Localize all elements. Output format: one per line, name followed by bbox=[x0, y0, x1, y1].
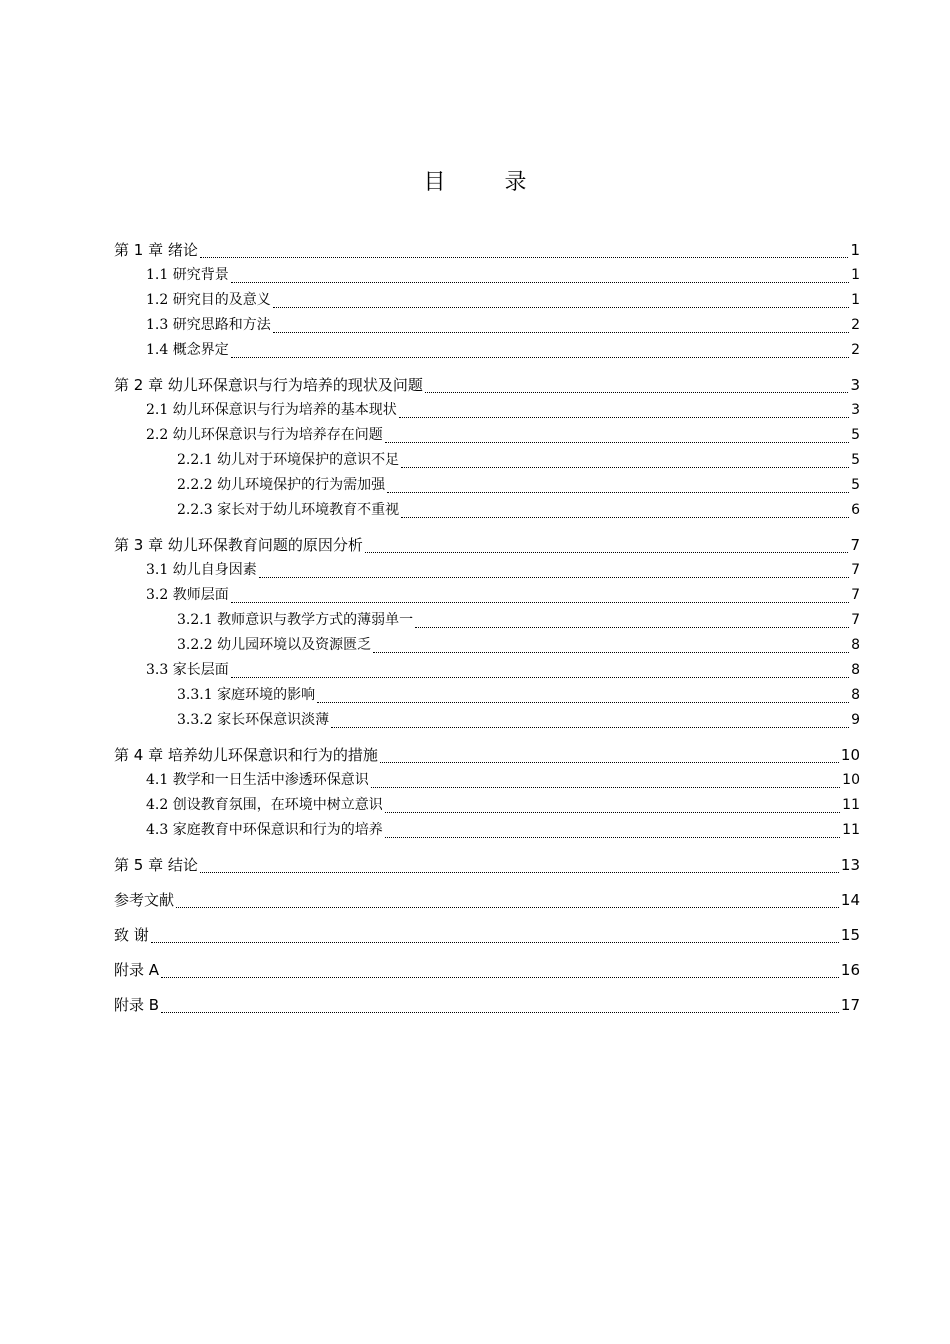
toc-entry[interactable] bbox=[114, 743, 860, 768]
toc-entry[interactable] bbox=[114, 398, 860, 423]
toc-entry-label: 第 1 章 绪论 bbox=[114, 241, 198, 259]
toc-dot-leader bbox=[176, 907, 839, 908]
toc-entry-label: 3.3.1 家庭环境的影响 bbox=[177, 687, 316, 703]
toc-entry[interactable] bbox=[114, 658, 860, 683]
toc-entry[interactable] bbox=[114, 423, 860, 448]
toc-entry[interactable] bbox=[114, 768, 860, 793]
toc-entry-page-number: 2 bbox=[851, 317, 860, 333]
toc-entry-page-number: 1 bbox=[850, 241, 860, 259]
toc-entry-page-number: 7 bbox=[851, 612, 860, 628]
toc-entry[interactable] bbox=[114, 533, 860, 558]
toc-entry-page-number: 1 bbox=[851, 292, 860, 308]
toc-entry-label: 附录 B bbox=[114, 996, 160, 1014]
toc-entry[interactable] bbox=[114, 633, 860, 658]
toc-entry[interactable] bbox=[114, 338, 860, 363]
toc-entry-label: 第 3 章 幼儿环保教育问题的原因分析 bbox=[114, 536, 363, 554]
toc-entry[interactable] bbox=[114, 448, 860, 473]
toc-entry-page-number: 3 bbox=[850, 376, 860, 394]
toc-entry-label: 第 5 章 结论 bbox=[114, 856, 198, 874]
toc-entry-page-number: 9 bbox=[851, 712, 860, 728]
toc-entry[interactable] bbox=[114, 818, 860, 843]
toc-entry-label: 1.4 概念界定 bbox=[146, 342, 229, 358]
toc-entry[interactable] bbox=[114, 373, 860, 398]
toc-dot-leader bbox=[231, 602, 849, 603]
toc-entry-page-number: 11 bbox=[842, 822, 860, 838]
toc-entry-page-number: 5 bbox=[851, 452, 860, 468]
toc-dot-leader bbox=[200, 257, 849, 258]
toc-entry-label: 2.1 幼儿环保意识与行为培养的基本现状 bbox=[146, 402, 397, 418]
toc-entry[interactable] bbox=[114, 313, 860, 338]
toc-entry-label: 1.1 研究背景 bbox=[146, 267, 229, 283]
toc-dot-leader bbox=[371, 787, 840, 788]
toc-entry-page-number: 5 bbox=[851, 427, 860, 443]
toc-entry-label: 4.1 教学和一日生活中渗透环保意识 bbox=[146, 772, 369, 788]
toc-entry-page-number: 5 bbox=[851, 477, 860, 493]
toc-entry-page-number: 17 bbox=[840, 996, 860, 1014]
toc-entry-label: 3.1 幼儿自身因素 bbox=[146, 562, 257, 578]
toc-entry-label: 3.3 家长层面 bbox=[146, 662, 229, 678]
toc-entry-label: 2.2 幼儿环保意识与行为培养存在问题 bbox=[146, 427, 383, 443]
toc-dot-leader bbox=[365, 552, 849, 553]
toc-dot-leader bbox=[399, 417, 849, 418]
toc-entry[interactable] bbox=[114, 853, 860, 878]
toc-entry-label: 第 4 章 培养幼儿环保意识和行为的措施 bbox=[114, 746, 378, 764]
toc-entry[interactable] bbox=[114, 923, 860, 948]
toc-entry-page-number: 16 bbox=[840, 961, 860, 979]
toc-dot-leader bbox=[231, 282, 849, 283]
toc-dot-leader bbox=[259, 577, 849, 578]
toc-entry[interactable] bbox=[114, 958, 860, 983]
toc-entry[interactable] bbox=[114, 793, 860, 818]
toc-dot-leader bbox=[200, 872, 839, 873]
toc-entry-page-number: 3 bbox=[851, 402, 860, 418]
toc-entry-label: 2.2.2 幼儿环境保护的行为需加强 bbox=[177, 477, 386, 493]
toc-entry-label: 3.3.2 家长环保意识淡薄 bbox=[177, 712, 330, 728]
toc-entry-label: 1.2 研究目的及意义 bbox=[146, 292, 271, 308]
toc-dot-leader bbox=[401, 467, 849, 468]
toc-entry-page-number: 7 bbox=[851, 562, 860, 578]
toc-dot-leader bbox=[380, 762, 839, 763]
toc-entry-page-number: 15 bbox=[840, 926, 860, 944]
toc-dot-leader bbox=[425, 392, 849, 393]
toc-dot-leader bbox=[401, 517, 849, 518]
toc-entry-label: 4.3 家庭教育中环保意识和行为的培养 bbox=[146, 822, 383, 838]
toc-entry-page-number: 2 bbox=[851, 342, 860, 358]
toc-dot-leader bbox=[385, 442, 849, 443]
toc-dot-leader bbox=[317, 702, 849, 703]
toc-dot-leader bbox=[151, 942, 839, 943]
toc-entry-label: 2.2.3 家长对于幼儿环境教育不重视 bbox=[177, 502, 400, 518]
toc-entry[interactable] bbox=[114, 608, 860, 633]
toc-dot-leader bbox=[415, 627, 849, 628]
toc-entry-page-number: 8 bbox=[851, 637, 860, 653]
toc-entry[interactable] bbox=[114, 888, 860, 913]
toc-dot-leader bbox=[273, 332, 849, 333]
toc-dot-leader bbox=[161, 977, 839, 978]
toc-entry-page-number: 7 bbox=[850, 536, 860, 554]
toc-entry-page-number: 11 bbox=[842, 797, 860, 813]
toc-entry[interactable] bbox=[114, 238, 860, 263]
toc-dot-leader bbox=[273, 307, 849, 308]
toc-dot-leader bbox=[161, 1012, 839, 1013]
toc-entry[interactable] bbox=[114, 583, 860, 608]
toc-entry-page-number: 10 bbox=[842, 772, 860, 788]
toc-dot-leader bbox=[231, 357, 849, 358]
toc-entry[interactable] bbox=[114, 498, 860, 523]
toc-dot-leader bbox=[373, 652, 849, 653]
toc-entry-label: 致 谢 bbox=[114, 926, 149, 944]
toc-dot-leader bbox=[387, 492, 849, 493]
toc-entry-label: 第 2 章 幼儿环保意识与行为培养的现状及问题 bbox=[114, 376, 423, 394]
toc-entry-label: 4.2 创设教育氛围，在环境中树立意识 bbox=[146, 797, 383, 813]
toc-dot-leader bbox=[331, 727, 849, 728]
page-title: 目 录 bbox=[423, 170, 553, 195]
toc-entry-label: 3.2.2 幼儿园环境以及资源匮乏 bbox=[177, 637, 372, 653]
toc-entry[interactable] bbox=[114, 558, 860, 583]
toc-dot-leader bbox=[385, 837, 840, 838]
toc-entry-label: 3.2 教师层面 bbox=[146, 587, 229, 603]
toc-entry-page-number: 10 bbox=[840, 746, 860, 764]
toc-entry-label: 3.2.1 教师意识与教学方式的薄弱单一 bbox=[177, 612, 414, 628]
toc-entry[interactable] bbox=[114, 473, 860, 498]
table-of-contents bbox=[114, 238, 860, 1018]
toc-entry[interactable] bbox=[114, 683, 860, 708]
toc-entry-page-number: 8 bbox=[851, 662, 860, 678]
toc-entry-page-number: 14 bbox=[840, 891, 860, 909]
toc-entry-page-number: 6 bbox=[851, 502, 860, 518]
toc-entry[interactable] bbox=[114, 708, 860, 733]
toc-entry-label: 参考文献 bbox=[114, 891, 175, 909]
toc-entry[interactable] bbox=[114, 288, 860, 313]
toc-entry[interactable] bbox=[114, 263, 860, 288]
toc-entry-page-number: 13 bbox=[840, 856, 860, 874]
toc-entry-label: 2.2.1 幼儿对于环境保护的意识不足 bbox=[177, 452, 400, 468]
toc-entry-page-number: 8 bbox=[851, 687, 860, 703]
toc-entry-page-number: 7 bbox=[851, 587, 860, 603]
toc-entry-page-number: 1 bbox=[851, 267, 860, 283]
toc-entry[interactable] bbox=[114, 993, 860, 1018]
toc-dot-leader bbox=[385, 812, 840, 813]
toc-entry-label: 1.3 研究思路和方法 bbox=[146, 317, 271, 333]
toc-dot-leader bbox=[231, 677, 849, 678]
toc-entry-label: 附录 A bbox=[114, 961, 160, 979]
